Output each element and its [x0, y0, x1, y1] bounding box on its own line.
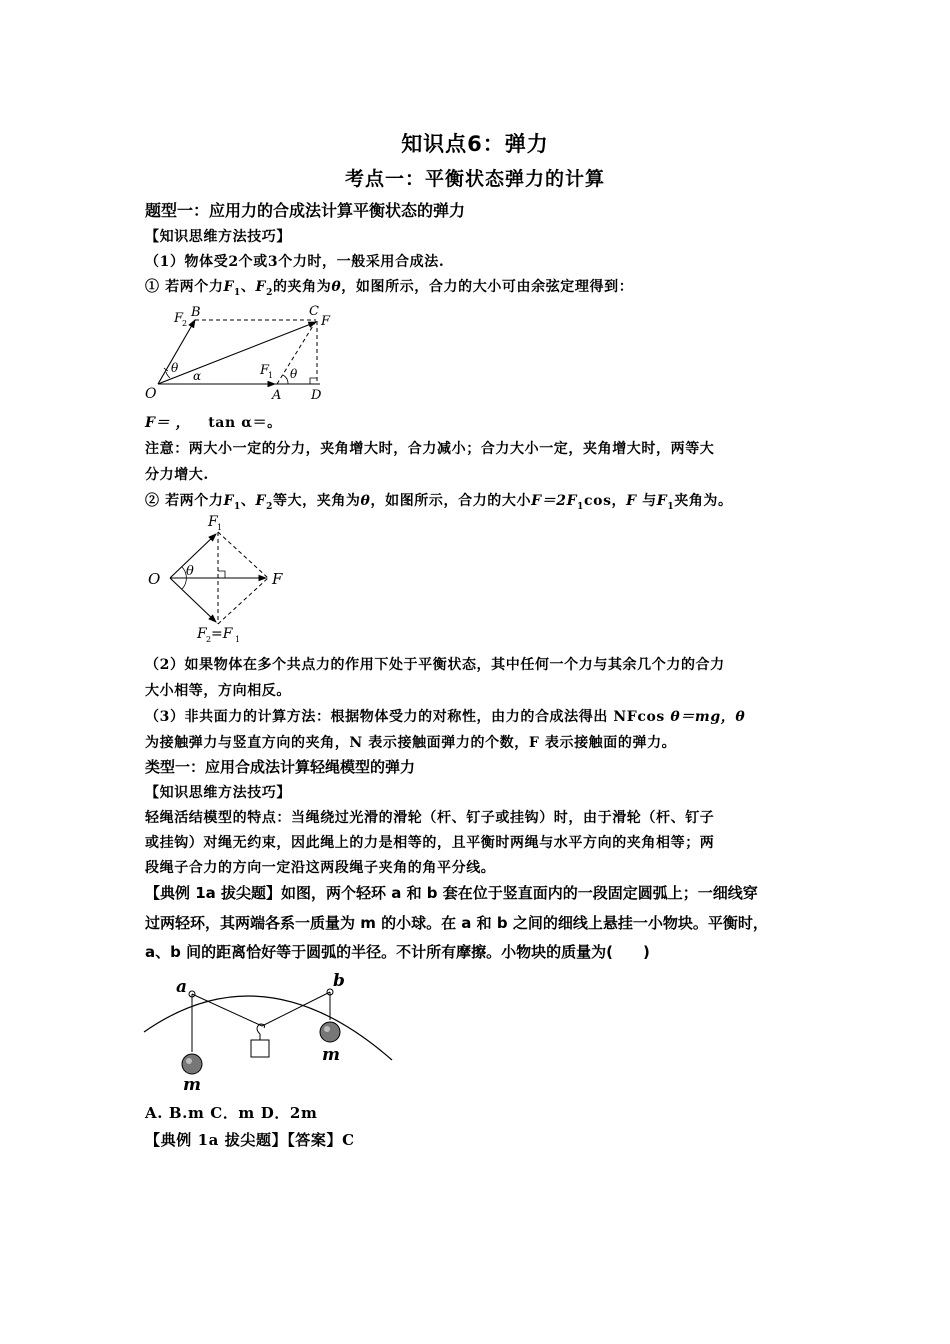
tips-label-2: 【知识思维方法技巧】 — [145, 785, 291, 801]
type-heading-1: 类型一：应用合成法计算轻绳模型的弹力 — [145, 758, 416, 776]
example-question-line-1: 【典例 1a 拔尖题】如图，两个轻环 a 和 b 套在位于竖直面内的一段固定圆弧上；一细线穿 — [145, 884, 758, 902]
type-text-line-2: 或挂钩）对绳无约束，因此绳上的力是相等的，且平衡时两绳与水平方向的夹角相等；两 — [145, 835, 715, 851]
label-F2: F — [174, 311, 184, 326]
label-F1-sub: 1 — [268, 371, 274, 380]
label-A: A — [272, 388, 282, 403]
type-text-line-1: 轻绳活结模型的特点：当绳绕过光滑的滑轮（杆、钉子或挂钩）时，由于滑轮（杆、钉子 — [145, 810, 715, 826]
label-F2: F — [197, 626, 207, 642]
paragraph-3: ② 若两个力$F_1$、$F_2$等大，夹角为θ，如图所示，合力的大小$F=2F_1\cos$，F 与$F_1$夹角为。 — [145, 493, 733, 512]
formula-line: F＝ ， tan α＝。 — [145, 415, 282, 431]
paragraph-4-line-2: 大小相等，方向相反。 — [145, 683, 291, 699]
label-m-left: m — [183, 1075, 201, 1095]
label-eq-F1: =F — [211, 626, 233, 642]
label-F: F — [321, 314, 331, 329]
label-F1-sub: 1 — [217, 523, 223, 532]
label-m-right: m — [322, 1045, 340, 1065]
label-B: B — [191, 305, 201, 320]
parallelogram-diagram — [140, 298, 340, 406]
label-F2-sub: 2 — [182, 319, 188, 328]
label-b: b — [333, 971, 345, 991]
label-theta-1: θ — [171, 361, 179, 375]
label-F2-sub: 2 — [206, 635, 212, 644]
label-C: C — [309, 304, 319, 319]
arc-rings-diagram — [140, 968, 400, 1096]
label-F1: F — [260, 363, 270, 378]
label-O: O — [145, 386, 157, 402]
label-F1: F — [208, 514, 218, 530]
note-line-1: 注意：两大小一定的分力，夹角增大时，合力减小；合力大小一定，夹角增大时，两等大 — [145, 441, 715, 457]
section-heading-1: 题型一：应用力的合成法计算平衡状态的弹力 — [145, 201, 466, 220]
example-question-line-3: a、b 间的距离恰好等于圆弧的半径。不计所有摩擦。小物块的质量为( ) — [145, 943, 650, 961]
label-D: D — [311, 388, 322, 403]
page-subtitle: 考点一：平衡状态弹力的计算 — [344, 168, 605, 190]
paragraph-5-line-1: （3）非共面力的计算方法：根据物体受力的对称性，由力的合成法得出 NFcos θ＝mg，θ — [145, 709, 746, 725]
label-alpha: α — [193, 369, 202, 383]
answer-options: A. B.m C．m D．2m — [145, 1104, 318, 1122]
answer-line: 【典例 1a 拔尖题】【答案】C — [145, 1131, 355, 1149]
tips-label-1: 【知识思维方法技巧】 — [145, 229, 291, 245]
paragraph-5-line-2: 为接触弹力与竖直方向的夹角，N 表示接触面弹力的个数，F 表示接触面的弹力。 — [145, 735, 677, 751]
rhombus-diagram — [140, 512, 300, 647]
type-text-line-3: 段绳子合力的方向一定沿这两段绳子夹角的角平分线。 — [145, 860, 496, 876]
label-theta: θ — [186, 564, 194, 579]
paragraph-2: ① 若两个力$F_1$、$F_2$的夹角为θ，如图所示，合力的大小可由余弦定理得到： — [145, 279, 634, 298]
example-question-line-2: 过两轻环，其两端各系一质量为 m 的小球。在 a 和 b 之间的细线上悬挂一小物块。平衡时， — [145, 914, 768, 932]
note-line-2: 分力增大. — [145, 467, 209, 483]
label-eq-sub: 1 — [235, 635, 241, 644]
paragraph-1: （1）物体受2个或3个力时，一般采用合成法. — [145, 254, 445, 270]
label-theta-2: θ — [290, 367, 298, 381]
page-title: 知识点6：弹力 — [401, 132, 549, 156]
paragraph-4-line-1: （2）如果物体在多个共点力的作用下处于平衡状态，其中任何一个力与其余几个力的合力 — [145, 657, 725, 673]
label-F: F — [272, 570, 283, 588]
label-a: a — [176, 977, 188, 997]
label-O: O — [148, 570, 161, 588]
